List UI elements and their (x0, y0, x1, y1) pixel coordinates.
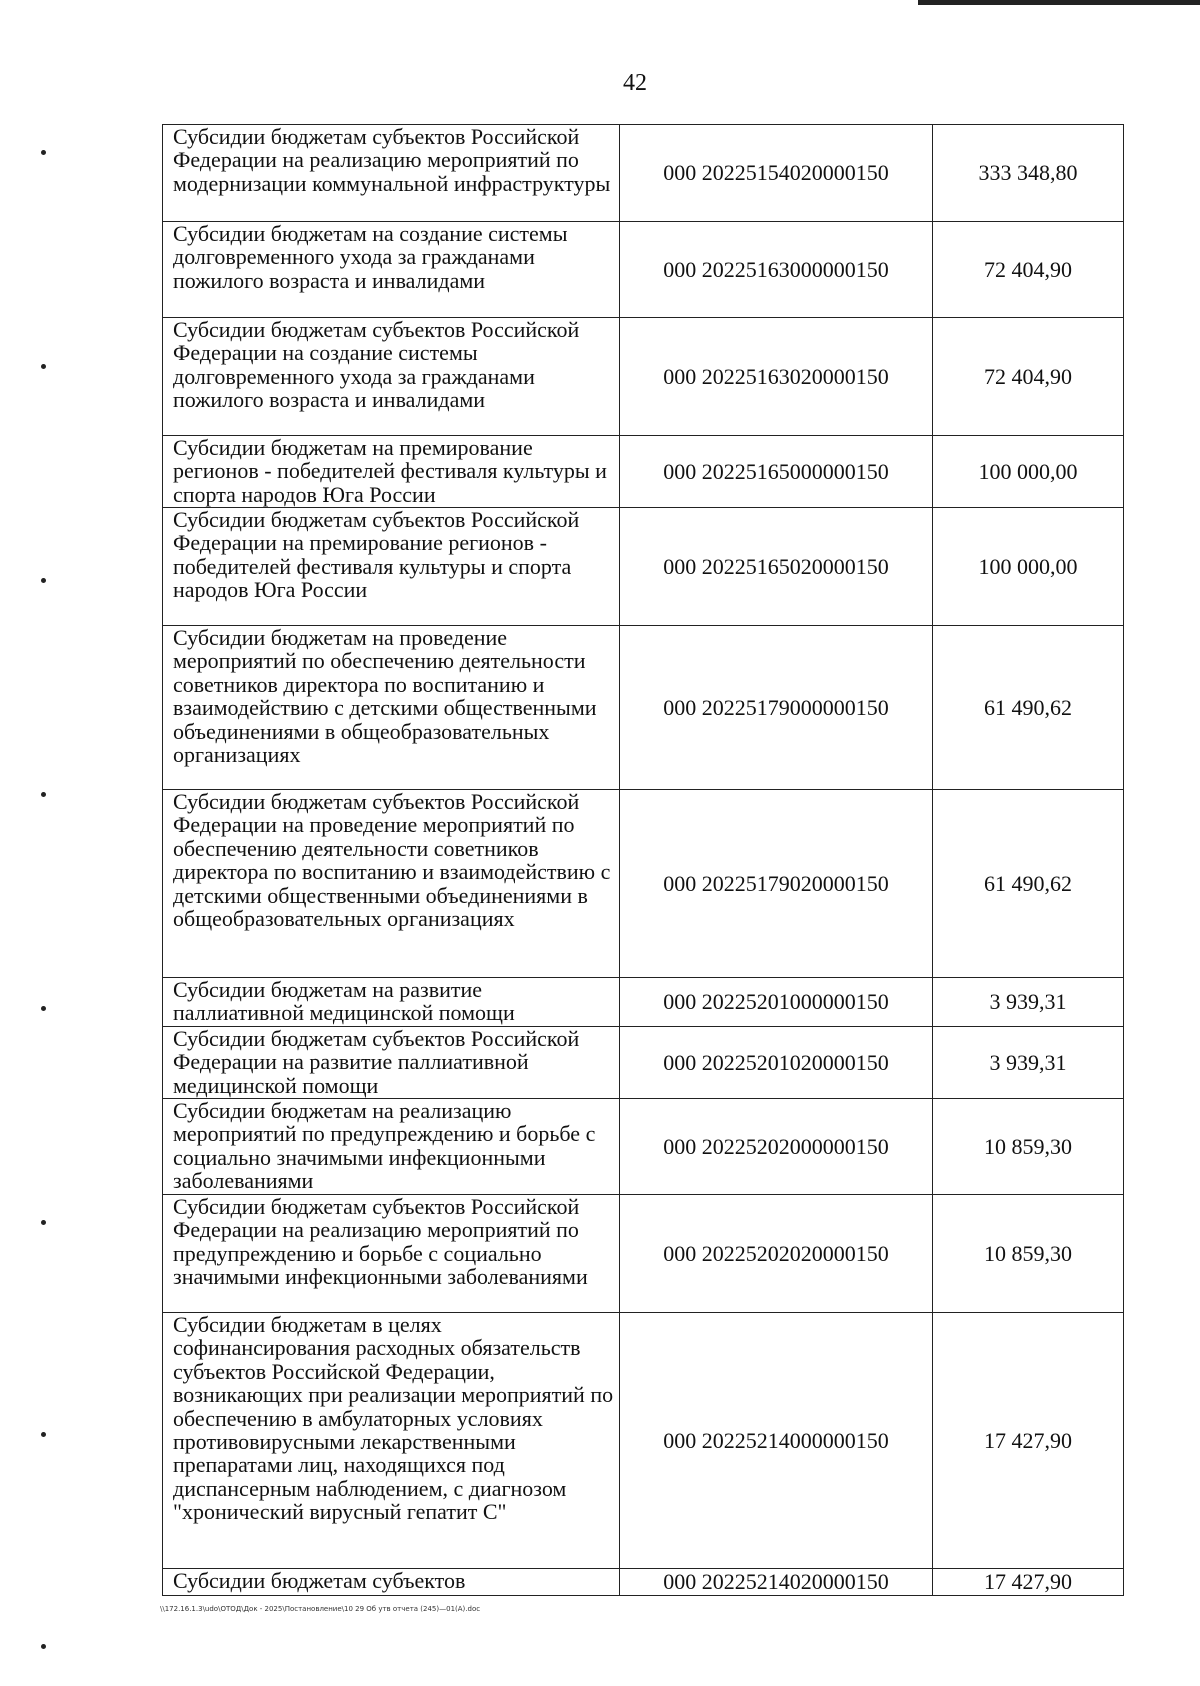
row-amount: 61 490,62 (933, 626, 1124, 790)
margin-bullet (41, 1644, 46, 1649)
file-path-footer: \\172.16.1.3\udo\OTOД\Док - 2025\Постановление\10 29 Об утв отчета (245)—01(A).doc (160, 1605, 481, 1613)
row-amount: 100 000,00 (933, 508, 1124, 626)
row-code: 000 20225214000000150 (620, 1313, 933, 1569)
row-amount: 72 404,90 (933, 318, 1124, 436)
row-name: Субсидии бюджетам субъектов Российской Федерации на реализацию мероприятий по модернизации коммунальной инфраструктуры (163, 125, 620, 222)
row-code: 000 20225165020000150 (620, 508, 933, 626)
row-amount: 100 000,00 (933, 436, 1124, 508)
table-row (163, 790, 1124, 978)
row-code: 000 20225201020000150 (620, 1027, 933, 1099)
table-row (163, 318, 1124, 436)
row-name: Субсидии бюджетам на развитие паллиативной медицинской помощи (163, 978, 620, 1027)
row-code: 000 20225179020000150 (620, 790, 933, 978)
table-row (163, 1027, 1124, 1099)
row-amount: 72 404,90 (933, 222, 1124, 318)
row-name: Субсидии бюджетам на премирование регионов - победителей фестиваля культуры и спорта народов Юга России (163, 436, 620, 508)
table-row (163, 508, 1124, 626)
row-amount: 61 490,62 (933, 790, 1124, 978)
row-name: Субсидии бюджетам субъектов Российской Федерации на создание системы долговременного ухода за гражданами пожилого возраста и инвалидами (163, 318, 620, 436)
row-code: 000 20225163020000150 (620, 318, 933, 436)
row-code: 000 20225154020000150 (620, 125, 933, 222)
margin-bullet (41, 578, 46, 583)
row-amount: 3 939,31 (933, 1027, 1124, 1099)
row-code: 000 20225214020000150 (620, 1569, 933, 1596)
row-code: 000 20225202020000150 (620, 1195, 933, 1313)
row-amount: 17 427,90 (933, 1313, 1124, 1569)
row-code: 000 20225165000000150 (620, 436, 933, 508)
row-amount: 17 427,90 (933, 1569, 1124, 1596)
row-name: Субсидии бюджетам субъектов Российской Федерации на развитие паллиативной медицинской помощи (163, 1027, 620, 1099)
table-row (163, 125, 1124, 222)
table-row (163, 222, 1124, 318)
row-amount: 10 859,30 (933, 1099, 1124, 1195)
margin-bullet (41, 1220, 46, 1225)
margin-bullet (41, 792, 46, 797)
row-name: Субсидии бюджетам на проведение мероприятий по обеспечению деятельности советников директора по воспитанию и взаимодействию с детскими общественными объединениями в общеобразовательных организациях (163, 626, 620, 790)
table-row (163, 436, 1124, 508)
table-row (163, 626, 1124, 790)
budget-table (162, 124, 1124, 1596)
row-name: Субсидии бюджетам субъектов (163, 1569, 620, 1596)
row-amount: 333 348,80 (933, 125, 1124, 222)
margin-bullet (41, 1006, 46, 1011)
row-name: Субсидии бюджетам в целях софинансирования расходных обязательств субъектов Российской Федерации, возникающих при реализации мероприятий по обеспечению в амбулаторных условиях противовирусными лекарственными препаратами лиц, находящихся под диспансерным наблюдением, с диагнозом "хронический вирусный гепатит С" (163, 1313, 620, 1569)
row-amount: 3 939,31 (933, 978, 1124, 1027)
table-row (163, 978, 1124, 1027)
row-code: 000 20225202000000150 (620, 1099, 933, 1195)
page-number: 42 (623, 70, 647, 96)
margin-bullet (41, 1432, 46, 1437)
margin-bullet (41, 364, 46, 369)
row-code: 000 20225179000000150 (620, 626, 933, 790)
row-code: 000 20225163000000150 (620, 222, 933, 318)
row-name: Субсидии бюджетам субъектов Российской Федерации на проведение мероприятий по обеспечению деятельности советников директора по воспитанию и взаимодействию с детскими общественными объединениями в общеобразовательных организациях (163, 790, 620, 978)
margin-bullet (41, 150, 46, 155)
row-name: Субсидии бюджетам субъектов Российской Федерации на реализацию мероприятий по предупреждению и борьбе с социально значимыми инфекционными заболеваниями (163, 1195, 620, 1313)
row-name: Субсидии бюджетам на создание системы долговременного ухода за гражданами пожилого возраста и инвалидами (163, 222, 620, 318)
row-code: 000 20225201000000150 (620, 978, 933, 1027)
row-name: Субсидии бюджетам на реализацию мероприятий по предупреждению и борьбе с социально значимыми инфекционными заболеваниями (163, 1099, 620, 1195)
top-rule-line (918, 0, 1200, 5)
row-amount: 10 859,30 (933, 1195, 1124, 1313)
table-row (163, 1195, 1124, 1313)
row-name: Субсидии бюджетам субъектов Российской Федерации на премирование регионов - победителей фестиваля культуры и спорта народов Юга России (163, 508, 620, 626)
table-row (163, 1099, 1124, 1195)
table-row (163, 1313, 1124, 1569)
table-row (163, 1569, 1124, 1596)
